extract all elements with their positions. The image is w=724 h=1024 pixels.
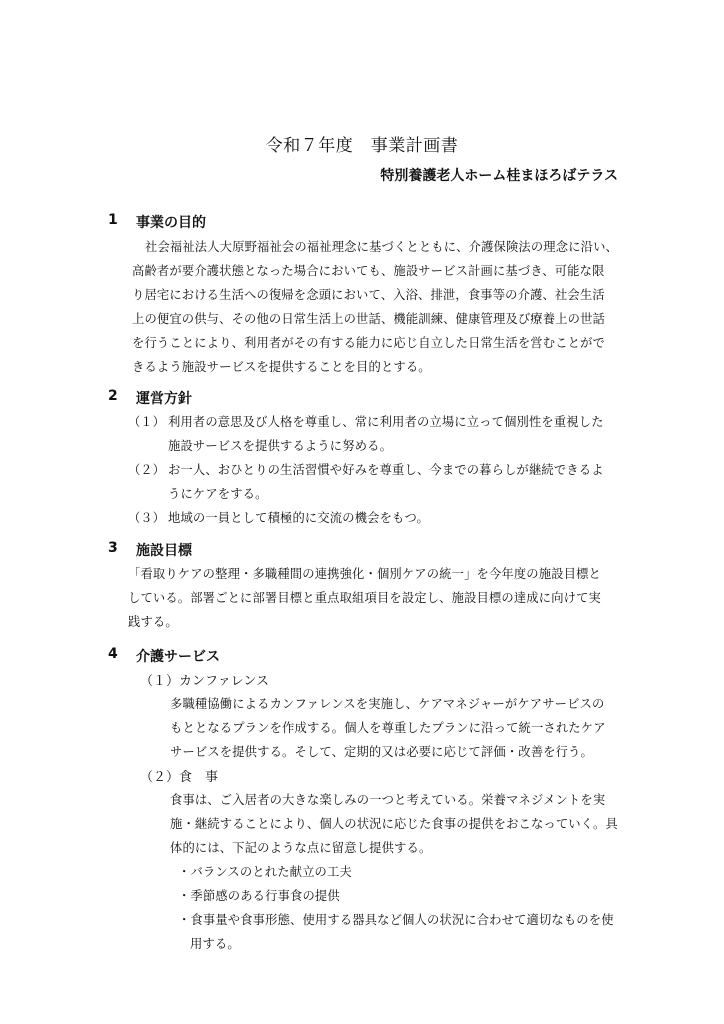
bullet-item: ・季節感のある行事食の提供 bbox=[178, 889, 340, 903]
item-line: お一人、おひとりの生活習慣や好みを尊重し、今までの暮らしが継続できるよ bbox=[168, 463, 604, 477]
subsection-label: （１）カンファレンス bbox=[140, 674, 270, 689]
bullet-item: ・食事量や食事形態、使用する器具など個人の状況に合わせて適切なものを使 bbox=[178, 913, 614, 927]
item-line: うにケアをする。 bbox=[168, 487, 268, 501]
bullet-item-continuation: 用する。 bbox=[190, 937, 240, 951]
subsection-line: もととなるプランを作成する。個人を尊重したプランに沿って統一されたケア bbox=[170, 721, 606, 735]
subsection-label: （２）食 事 bbox=[140, 770, 219, 785]
item-label: （２） bbox=[128, 463, 165, 477]
paragraph-line: を行うことにより、利用者がその有する能力に応じ自立した日常生活を営むことがで bbox=[132, 336, 605, 350]
paragraph-line: している。部署ごとに部署目標と重点取組項目を設定し、施設目標の達成に向けて実 bbox=[128, 591, 601, 605]
bullet-item: ・バランスのとれた献立の工夫 bbox=[178, 865, 352, 879]
subsection-line: サービスを提供する。そして、定期的又は必要に応じて評価・改善を行う。 bbox=[170, 745, 593, 759]
section-title: 運営方針 bbox=[136, 391, 192, 407]
section-number: 4 bbox=[108, 646, 118, 662]
paragraph-line: 社会福祉法人大原野福祉会の福祉理念に基づくとともに、介護保険法の理念に沿い、 bbox=[145, 240, 618, 254]
subsection-line: 施・継続することにより、個人の状況に応じた食事の提供をおこなっていく。具 bbox=[170, 817, 618, 831]
paragraph-line: 高齢者が要介護状態となった場合においても、施設サービス計画に基づき、可能な限 bbox=[132, 264, 605, 278]
item-label: （１） bbox=[128, 415, 165, 429]
section-number: 3 bbox=[108, 540, 118, 556]
section-title: 介護サービス bbox=[136, 649, 220, 665]
section-title: 事業の目的 bbox=[136, 215, 206, 231]
item-line: 地域の一員として積極的に交流の機会をもつ。 bbox=[168, 511, 429, 525]
section-4-heading bbox=[108, 646, 408, 666]
section-1-heading bbox=[108, 212, 408, 232]
item-label: （３） bbox=[128, 511, 165, 525]
section-number: 2 bbox=[108, 388, 118, 404]
section-3-heading bbox=[108, 540, 408, 560]
subsection-line: 体的には、下記のような点に留意し提供する。 bbox=[170, 841, 432, 855]
paragraph-line: 践する。 bbox=[128, 615, 178, 629]
subsection-line: 食事は、ご入居者の大きな楽しみの一つと考えている。栄養マネジメントを実 bbox=[170, 793, 606, 807]
paragraph-line: り居宅における生活への復帰を念頭において、入浴、排泄，食事等の介護、社会生活 bbox=[132, 288, 605, 302]
item-line: 施設サービスを提供するように努める。 bbox=[168, 439, 393, 453]
paragraph-line: 「看取りケアの整理・多職種間の連携強化・個別ケアの統一」を今年度の施設目標と bbox=[128, 567, 601, 581]
paragraph-line: 上の便宜の供与、その他の日常生活上の世話、機能訓練、健康管理及び療養上の世話 bbox=[132, 312, 605, 326]
section-title: 施設目標 bbox=[136, 543, 192, 559]
organization-name: 特別養護老人ホーム桂まほろばテラス bbox=[380, 168, 618, 184]
section-number: 1 bbox=[108, 212, 118, 228]
item-line: 利用者の意思及び人格を尊重し、常に利用者の立場に立って個別性を重視した bbox=[168, 415, 604, 429]
subsection-line: 多職種協働によるカンファレンスを実施し、ケアマネジャーがケアサービスの bbox=[170, 697, 605, 711]
paragraph-line: きるよう施設サービスを提供することを目的とする。 bbox=[132, 360, 431, 374]
section-2-heading bbox=[108, 388, 408, 408]
document-title: 令和７年度 事業計画書 bbox=[265, 136, 459, 156]
